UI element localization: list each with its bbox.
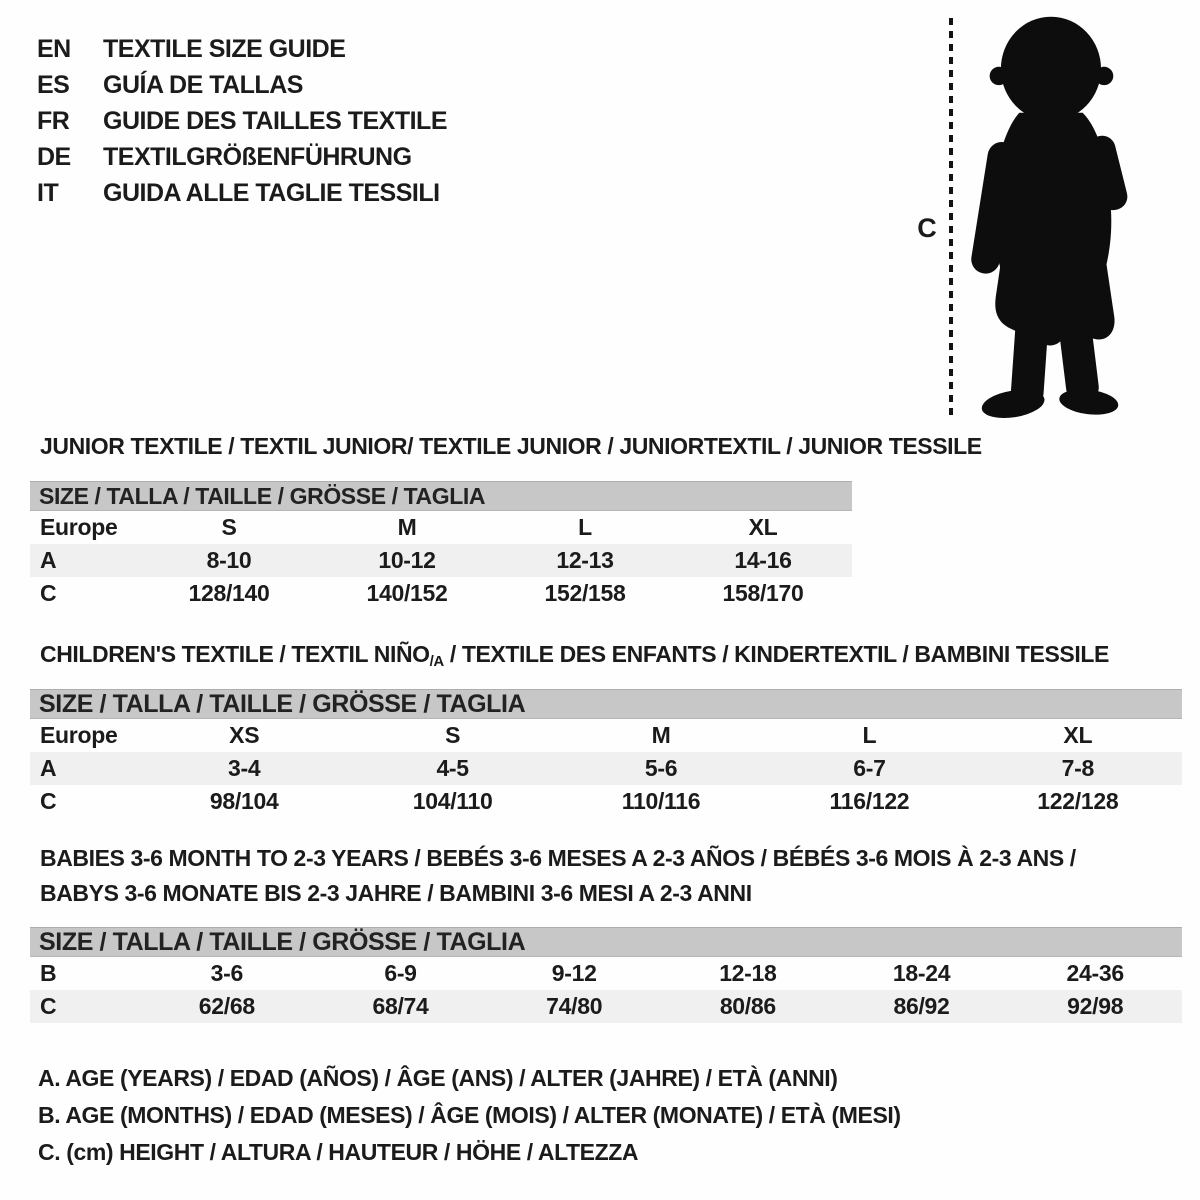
- children-title-sub: /A: [429, 653, 444, 670]
- table-row: [30, 719, 1182, 752]
- language-row: [37, 103, 447, 139]
- table-cell: 6-9: [384, 960, 417, 986]
- row-label: C: [40, 580, 57, 606]
- table-cell: 10-12: [378, 547, 436, 573]
- children-section-title: [40, 641, 1109, 668]
- table-cell: 62/68: [198, 993, 255, 1019]
- table-row: [30, 990, 1182, 1023]
- row-label: Europe: [40, 514, 118, 540]
- table-cell: 3-6: [210, 960, 243, 986]
- language-title: TEXTILE SIZE GUIDE: [103, 34, 346, 63]
- table-cell: 9-12: [551, 960, 597, 986]
- table-cell: 92/98: [1067, 993, 1124, 1019]
- row-label: B: [40, 960, 57, 986]
- table-cell: 7-8: [1061, 755, 1094, 781]
- toddler-silhouette-icon: [960, 12, 1146, 422]
- language-title: GUIDE DES TAILLES TEXTILE: [103, 106, 448, 135]
- table-row: [30, 752, 1182, 785]
- children-title-part2: / TEXTILE DES ENFANTS / KINDERTEXTIL / BAMBINI TESSILE: [443, 641, 1109, 667]
- language-row: [37, 139, 447, 175]
- babies-section-title-line2: BABYS 3-6 MONATE BIS 2-3 JAHRE / BAMBINI 3-6 MESI A 2-3 ANNI: [40, 880, 752, 906]
- table-cell: 104/110: [412, 788, 493, 814]
- table-cell: 3-4: [228, 755, 261, 781]
- size-header-bar: [30, 689, 1182, 719]
- table-cell: 98/104: [209, 788, 279, 814]
- table-cell: 110/116: [621, 788, 701, 814]
- table-cell: 122/128: [1037, 788, 1119, 814]
- size-header-text: SIZE / TALLA / TAILLE / GRÖSSE / TAGLIA: [39, 689, 526, 718]
- table-row: [30, 544, 852, 577]
- table-cell: L: [862, 722, 877, 748]
- language-code: FR: [37, 106, 70, 135]
- table-cell: 24-36: [1066, 960, 1124, 986]
- table-row: [30, 785, 1182, 818]
- language-title-list: [37, 31, 447, 211]
- language-title: TEXTILGRÖßENFÜHRUNG: [103, 142, 412, 171]
- table-cell: XL: [748, 514, 778, 540]
- table-row: [30, 957, 1182, 990]
- table-cell: 152/158: [544, 580, 626, 606]
- table-cell: XL: [1063, 722, 1093, 748]
- babies-section-title-line1: BABIES 3-6 MONTH TO 2-3 YEARS / BEBÉS 3-6 MESES A 2-3 AÑOS / BÉBÉS 3-6 MOIS À 2-3 ANS /: [40, 845, 1076, 871]
- table-cell: 68/74: [372, 993, 429, 1019]
- language-row: [37, 175, 447, 211]
- legend-line-a: A. AGE (YEARS) / EDAD (AÑOS) / ÂGE (ANS) / ALTER (JAHRE) / ETÀ (ANNI): [38, 1065, 838, 1091]
- table-row: [30, 577, 852, 610]
- table-cell: 158/170: [722, 580, 804, 606]
- table-cell: 116/122: [829, 788, 910, 814]
- children-title-part1: CHILDREN'S TEXTILE / TEXTIL NIÑO: [40, 641, 430, 667]
- language-title: GUÍA DE TALLAS: [103, 70, 303, 99]
- language-code: IT: [37, 178, 59, 207]
- language-row: [37, 31, 447, 67]
- language-code: ES: [37, 70, 70, 99]
- row-label: C: [40, 788, 57, 814]
- language-code: DE: [37, 142, 71, 171]
- height-measure-dashed-line: [949, 18, 953, 416]
- table-cell: 4-5: [436, 755, 469, 781]
- table-cell: 140/152: [366, 580, 448, 606]
- size-header-text: SIZE / TALLA / TAILLE / GRÖSSE / TAGLIA: [39, 482, 486, 509]
- size-header-bar: [30, 481, 852, 511]
- table-cell: 18-24: [892, 960, 951, 986]
- size-header-bar: [30, 927, 1182, 957]
- table-cell: M: [397, 514, 417, 540]
- language-code: EN: [37, 34, 71, 63]
- children-size-table: [30, 689, 1182, 818]
- table-cell: 128/140: [188, 580, 270, 606]
- table-cell: 80/86: [719, 993, 776, 1019]
- table-cell: 74/80: [546, 993, 603, 1019]
- table-cell: S: [445, 722, 461, 748]
- table-cell: 5-6: [644, 755, 678, 781]
- legend-line-b: B. AGE (MONTHS) / EDAD (MESES) / ÂGE (MOIS) / ALTER (MONATE) / ETÀ (MESI): [38, 1102, 901, 1128]
- legend-line-c: C. (cm) HEIGHT / ALTURA / HAUTEUR / HÖHE / ALTEZZA: [38, 1139, 639, 1165]
- measurement-legend: [38, 1060, 901, 1171]
- table-cell: 14-16: [734, 547, 792, 573]
- table-cell: M: [651, 722, 671, 748]
- language-title: GUIDA ALLE TAGLIE TESSILI: [103, 178, 440, 207]
- table-cell: 12-13: [556, 547, 614, 573]
- row-label: A: [40, 755, 57, 781]
- row-label: C: [40, 993, 57, 1019]
- table-cell: 8-10: [206, 547, 252, 573]
- table-cell: 12-18: [719, 960, 777, 986]
- table-row: [30, 511, 852, 544]
- table-cell: 6-7: [853, 755, 886, 781]
- babies-size-table: [30, 927, 1182, 1023]
- row-label: A: [40, 547, 57, 573]
- table-cell: S: [221, 514, 237, 540]
- table-cell: XS: [229, 722, 260, 748]
- table-cell: 86/92: [893, 993, 950, 1019]
- junior-size-table: [30, 481, 852, 610]
- height-measure-label: C: [917, 213, 937, 243]
- language-row: [37, 67, 447, 103]
- table-cell: L: [578, 514, 592, 540]
- junior-section-title: JUNIOR TEXTILE / TEXTIL JUNIOR/ TEXTILE JUNIOR / JUNIORTEXTIL / JUNIOR TESSILE: [40, 433, 982, 459]
- row-label: Europe: [40, 722, 118, 748]
- size-header-text: SIZE / TALLA / TAILLE / GRÖSSE / TAGLIA: [39, 927, 526, 956]
